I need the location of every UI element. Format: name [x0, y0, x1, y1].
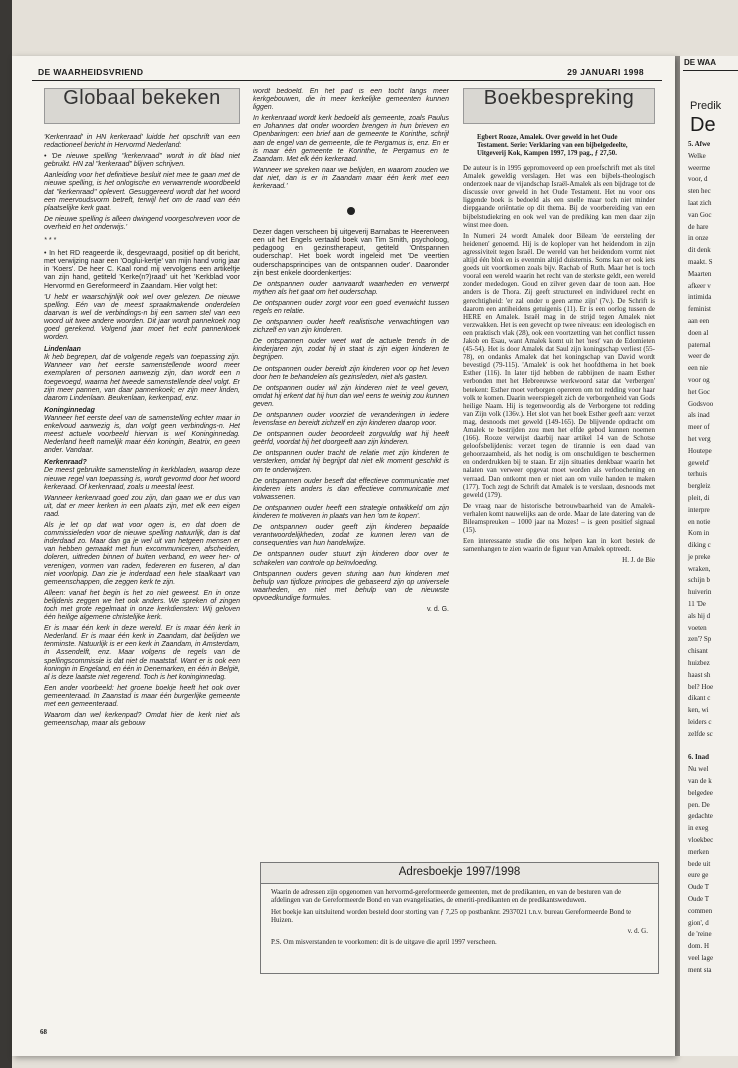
next-page-line	[688, 742, 738, 754]
globaal-p4: • In het RD reageerde ik, desgevraagd, positief op dit bericht, met verwijzing naar een 'Ooglui-kertje' van mijn hand vorig jaar in 'Koers'. De heer C. Kaal rond mij vervolgens een artikeltje van zijn hand, getiteld 'Kerke(n?)raad' uit het 'Kerkblad voor Hervormd en Gereformeerd' in Zaandam. Hier volgt het:	[44, 250, 240, 290]
next-page-line: voor, d	[688, 175, 708, 184]
principle-10: De ontspannen ouder beseft dat effectieve communicatie met kinderen iets anders is dan effectieve communicatie met volwassenen.	[253, 477, 449, 501]
principle-8: De ontspannen ouder beoordeelt zorgvuldig wat hij heeft geërfd, voordat hij het doorgeeft aan zijn kinderen.	[253, 431, 449, 447]
globaal-p6: Ik heb begrepen, dat de volgende regels van toepassing zijn. Wanneer van het eerste samenstellende woord meer exemplaren of personen aanwezig zijn, dan wordt een n toegevoegd, waarna het tweede samenstellende deel volgt. Er zijn meer pannen, van daar pannenkoek; er zijn meer linden, daarom Lindenlaan. Beukenlaan, kerkenpad, enz.	[44, 354, 240, 402]
globaal-intro: 'Kerkenraad' in HN kerkeraad' luidde het opschrift van een redactioneel bericht in Hervormd Nederland:	[44, 134, 240, 150]
next-page-line: feminist	[688, 305, 711, 314]
next-page-line: leiders c	[688, 718, 712, 727]
globaal-p9: Wanneer kerkenraad goed zou zijn, dan gaan we er dus van uit, dat er meer kerken in een plaats zijn, met elk een eigen raad.	[44, 494, 240, 518]
adres-title: Adresboekje 1997/1998	[398, 866, 521, 878]
boek-p2: In Numeri 24 wordt Amalek door Bileam 'de eersteling der heidenen' genoemd. Hij is de koploper van het heidendom in zijn agressiviteit tegen Israël. De wereld van het heidendom vormt niet altijd één blok en is evenmin altijd duisternis. Soms kan er ook iets goeds uit voortkomen zoals bijv. Rachab of Ruth. Maar het is toch vooral een wereld waarin het recht van de sterkste geldt, een wereld zonder mededogen. Goud en zilver geven daar de toon aan. Hoe anders is de Thora. Zij geeft structureel en individueel recht en gerechtigheid: 'er zal onder u geen arme zijn' (7v.). De Schrift is daarom een antiheidens getuigenis (11). Er is een oorlog tussen de HERE en Amalek. Israël mag in de strijd tegen Amalek niet verzwakken. Het is een gevecht op twee niveaus: een ideologisch en een praktisch vlak (28), ook een voortzetting van het conflict tussen Jakob en Esau, want Amalek komt uit het 'nest' van de Edomieten (45-54). Het is door Amalek dat Saul zijn koningschap verliest (55-78), en ondanks Amalek dat het koningschap van David wordt bevestigd (79-115). 'Amalek' is ook het hoofdthema in het boek Esther (116). In later tijd hebben de rabbijnen de naam Esther verbonden met het Hebreeuwse werkwoord satar dat 'verbergen' betekent: Esther moet verborgen opereren om tot redding voor haar volk te komen. Daarin weerspiegelt zich de verborgenheid van Gods heilige Naam. Hij is tegenwoordig als de Verborgene tot redding van Zijn volk (136v.). Het slot van het boek Esther geeft aan: verzet mag, desnoods met geweld (149-165). De blijvende opdracht om Amalek te bestrijden zou men het elfde gebod kunnen noemen (166). Rooze verwijst daarbij naar artikel 14 van de Schotse geloofsbelijdenis: verzet tegen de tirannie is een daad van gehoorzaamheid, als het nodig is om onschuldigen te beschermen en onderdrukken bij te staan. Er zijn situaties denkbaar waarin het nalaten van verweer opgevat moet worden als verloochening en verraad. Dan ontkomt men er niet aan om vuile handen te maken (177). Toch zegt de Schrift dat Amalek is te verslaan, desnoods met geweld (179).	[463, 231, 655, 499]
next-page-line: een nie	[688, 364, 709, 373]
next-page-line: bel? Hoe	[688, 682, 714, 691]
book-info: Egbert Rooze, Amalek. Over geweld in het Oude Testament. Serie: Verklaring van een bijbelgedeelte, Uitgeverij Kok, Kampen 1997, 179 pag., ƒ 27,50.	[477, 134, 628, 157]
next-page-line: in onze	[688, 234, 709, 243]
globaal-p8: De meest gebruikte samenstelling in kerkbladen, waarop deze nieuwe regel van toepassing is, wordt gevormd door het woord kerkeraad. Of kerkenraad, zoals u meestal leest.	[44, 467, 240, 491]
adres-p1: Waarin de adressen zijn opgenomen van hervormd-gereformeerde gemeenten, met de predikanten, en van de besturen van de afdelingen van de Gereformeerde Bond en van evangelisaties, de emeriti-predikanten en de predikantsweduwen.	[271, 888, 622, 905]
principle-9: De ontspannen ouder tracht de relatie met zijn kinderen te versterken, omdat hij begrijpt dat niet elk moment geschikt is om te onderwijzen.	[253, 450, 449, 474]
next-page-line: Kom in	[688, 529, 710, 538]
principle-5: De ontspannen ouder bereidt zijn kinderen voor op het leven door hen te behandelen als gezinsleden, niet als gasten.	[253, 365, 449, 381]
boek-p4: Een interessante studie die ons helpen kan in kort bestek de samenhangen te zien waarin de figuur van Amalek optreedt.	[463, 537, 655, 554]
next-page-line: bergleiz	[688, 482, 711, 491]
boek-title-box	[463, 88, 655, 124]
globaal-p12: Er is maar één kerk in deze wereld. Er is maar één kerk in Nederland. Er is maar één kerk in Zaandam, dat belijden we tenminste. Natuurlijk is er een kerk in Zaandam, in Amsterdam, in Assendelft, enz. Maar volgens de regels van de spellingscommissie is dat niet de maatstaf. Want er is ook een koningin in Engeland, en één in Denemarken, en één in België, al is deze laatste niet regerend. Toch is het koninginnedag.	[44, 625, 240, 681]
page-number: 68	[40, 1028, 47, 1036]
next-page-line: het Goc	[688, 387, 710, 396]
boek-signature: H. J. de Bie	[622, 556, 655, 565]
next-page-line: laat zich	[688, 198, 712, 207]
subheading-lindenlaan: Lindenlaan	[44, 346, 81, 354]
globaal-column-1	[44, 88, 240, 1048]
next-page-line: Godsvoo	[688, 399, 714, 408]
next-page-line: dom. H	[688, 942, 709, 951]
subheading-kerkenraad: Kerkenraad?	[44, 459, 87, 467]
next-page-line: 6. Inad	[688, 753, 710, 762]
boek-title: Boekbespreking	[483, 88, 635, 109]
next-page-line: 11 'De	[688, 600, 706, 609]
next-page-line: gedachte	[688, 812, 713, 821]
section-stars: * * *	[44, 237, 57, 245]
next-page-line: huizbez	[688, 659, 710, 668]
next-page-line: het verg	[688, 434, 711, 443]
next-page-line: intimida	[688, 293, 712, 302]
next-page-line: voor og	[688, 375, 710, 384]
next-page-line: dit denk	[688, 246, 711, 255]
principle-3: De ontspannen ouder heeft realistische verwachtingen van zichzelf en van zijn kinderen.	[253, 319, 449, 335]
next-page-line: dikant c	[688, 694, 711, 703]
next-page-line: geweld'	[688, 458, 710, 467]
next-page-line: sten hec	[688, 187, 711, 196]
principle-7: De ontspannen ouder voorziet de veranderingen in iedere levensfase en bereidt zichzelf en zijn kinderen daarop voor.	[253, 412, 449, 428]
globaal-p14: Waarom dan wel kerkenpad? Omdat hier de kerk niet als gemeenschap, maar als gebouw	[44, 712, 240, 728]
next-page-line: haast sh	[688, 670, 711, 679]
next-page-line: veel lage	[688, 953, 714, 962]
globaal-p13: Een ander voorbeeld: het groene boekje heeft het ook over gemeenteraad. In Zaanstad is maar één burgerlijke gemeente met een gemeenteraad.	[44, 684, 240, 708]
next-page-edge	[680, 56, 738, 1056]
next-page-line: Oude T	[688, 883, 710, 892]
adres-title-bar	[261, 863, 658, 884]
globaal-p10: Als je let op dat wat voor ogen is, en dat doen de commissieleden voor de nieuwe spelling natuurlijk, dan is dat inderdaad zo. Maar dan ga je wel uit van hetgeen mensen er van hebben gemaakt met hun excommuniceren, afscheiden, doleren, uittreden binnen of buiten verband, en weer her- of verenigen, vormen van raden, federeren en fuseren, al dan niet voorlopig. Dan zie je inderdaad een hele staalkaart van gemeenschappen, die zeggen kerk te zijn.	[44, 522, 240, 586]
issue-date: 29 JANUARI 1998	[567, 67, 644, 77]
next-page-line: commen	[688, 906, 713, 915]
adres-signature: v. d. G.	[627, 927, 648, 936]
next-page-line: Nu wel	[688, 765, 709, 774]
next-page-line: de hare	[688, 222, 709, 231]
next-page-line: van de k	[688, 777, 712, 786]
publication-title: DE WAARHEIDSVRIEND	[38, 67, 144, 77]
globaal-column-2	[253, 88, 449, 863]
boekbespreking-column	[463, 88, 655, 848]
next-page-line: en notie	[688, 517, 711, 526]
globaal-p16: In kerkenraad wordt kerk bedoeld als gemeente, zoals Paulus en Johannes dat onder woorden brengen in hun brieven en Openbaringen: een brief aan de gemeente te Korinthe, schrijf aan de engel van de gemeente, die te Pergamus is, enz. En er is maar één gemeente te Korinthe, te Pergamus en te Zaandam. Met elk één kerkeraad.	[253, 115, 449, 163]
adres-body	[261, 884, 658, 954]
next-page-line: pleit, di	[688, 493, 710, 502]
next-page-line: schijn b	[688, 576, 710, 585]
next-page-line: 5. Afwe	[688, 140, 711, 148]
globaal-p15: wordt bedoeld. En het pad is een tocht langs meer kerkgebouwen, die in meer kerkelijke gemeenten kunnen liggen.	[253, 88, 449, 112]
next-page-line: de 'reine	[688, 930, 712, 939]
next-page-line: vloekbec	[688, 836, 714, 845]
next-page-line: aan een	[688, 316, 710, 325]
next-page-line: doen al	[688, 328, 709, 337]
next-page-line: Houtepe	[688, 446, 712, 455]
globaal-title: Globaal bekeken	[63, 88, 221, 109]
next-page-line: wraken,	[688, 564, 711, 573]
next-page-line: zelfde sc	[688, 729, 713, 738]
boek-p3: De vraag naar de historische betrouwbaarheid van de Amalek-verhalen komt nauwelijks aan de orde. Maar de late datering van de Bileamspreuken – 1000 jaar na Mozes! – is geen positief signaal (15).	[463, 501, 655, 535]
principle-14: Ontspannen ouders geven sturing aan hun kinderen met behulp van tijdloze principes die gebaseerd zijn op universele waarheden, en niet met behulp van de nieuwste opvoedkundige formules.	[253, 570, 449, 602]
next-page-line: belgedee	[688, 788, 713, 797]
next-page-line: chisant	[688, 647, 708, 656]
next-page-header: DE WAA	[684, 58, 716, 67]
next-page-line: interpre	[688, 505, 710, 514]
section-bullet	[347, 207, 355, 215]
next-page-line: zen'? Sp	[688, 635, 712, 644]
globaal-p17: Wanneer we spreken naar we belijden, en waarom zouden we dat niet, dan is er in Zaandam maar één kerk met een kerkeraad.'	[253, 166, 449, 191]
next-page-line: terhuis	[688, 470, 708, 479]
magazine-page	[12, 56, 675, 1056]
globaal-p7: Wanneer het eerste deel van de samenstelling echter maar in enkelvoud aanwezig is, dan volgt geen verbindings-n. Het meest actuele voorbeeld hiervan is wel Koninginnedag. Nederland heeft namelijk maar één koningin, Beatrix, en geen ander. Vandaar.	[44, 414, 240, 455]
globaal-p2: Aanleiding voor het definitieve besluit niet mee te gaan met de nieuwe spelling, is het onlogische en verwarrende woordbeeld dat "kerkenraad" oplevert. Gesuggereerd wordt dat het woord een meervoudsvorm betreft, terwijl het om de raad van één plaatselijke kerk gaat.	[44, 172, 240, 212]
next-page-kicker: Predik	[690, 100, 722, 112]
next-page-line: bede uit	[688, 859, 711, 868]
principle-13: De ontspannen ouder stuurt zijn kinderen door over te schakelen van controle op beïnvloeding.	[253, 551, 449, 567]
scan-edge	[0, 0, 12, 1068]
next-page-line: Oude T	[688, 895, 710, 903]
next-page-line: in exeg	[688, 824, 709, 833]
next-page-line: voeten	[688, 623, 707, 632]
next-header-rule	[683, 70, 738, 71]
next-page-title: De	[690, 114, 716, 136]
next-page-line: gion', d	[688, 918, 709, 927]
next-page-line: als inad	[688, 411, 710, 420]
globaal-p5: 'U hebt er waarschijnlijk ook wel over gelezen. De nieuwe spelling. Eén van de meest spraakmakende onderdelen daarvan is wel de verbindings-n bij een samen stel van een woord uit twee andere woorden. Dit jaar wordt pannekoek nog goed gerekend. Volgend jaar moet het echt pannenkoek worden.	[44, 293, 240, 342]
principle-6: De ontspannen ouder wil zijn kinderen niet te veel geven, omdat hij erkent dat hij hun dan wel eens te weinig zou kunnen geven.	[253, 384, 449, 408]
next-page-line: van Goc	[688, 210, 712, 219]
globaal-p1: • 'De nieuwe spelling "kerkenraad" wordt in dit blad niet gebruikt. HN zal "kerkeraad" blijven schrijven.	[44, 153, 240, 169]
next-page-line: weerme	[688, 163, 711, 172]
next-page-line: ment sta	[688, 965, 712, 974]
next-page-line: merken	[688, 847, 709, 856]
adres-p2: Het boekje kan uitsluitend worden besteld door storting van ƒ 7,25 op postbanknr. 2937021 t.n.v. bureau Gereformeerde Bond te Huizen.	[271, 907, 632, 924]
next-page-line: meer of	[688, 423, 710, 432]
page-header	[32, 64, 662, 81]
subheading-koninginnedag: Koninginnedag	[44, 406, 95, 414]
next-page-line: paternal	[688, 340, 711, 349]
principle-12: De ontspannen ouder geeft zijn kinderen bepaalde verantwoordelijkheden, zodat ze kunnen leren van de consequenties van hun handelwijze.	[253, 524, 449, 548]
next-page-line: weer de	[688, 352, 710, 361]
boek-p1: De auteur is in 1995 gepromoveerd op een proefschrift met als titel Amalek geweldig verslagen. Het was een bijbels-theologisch onderzoek naar de vijandschap Israël-Amalek als een bijdrage tot de discussie over geweld in het Oude Testament. Het nu voor ons liggende boek is bedoeld als een snelle maar toch niet minder diepgaande oriëntatie op dit thema. Bij de voorbereiding van een bijbelstudiekring en ook wel van de prediking kan men daar zijn winst mee doen.	[463, 164, 655, 229]
next-page-line: Welke	[688, 151, 706, 160]
globaal-p11: Alleen: vanaf het begin is het zo niet geweest. En in onze belijdenis zeggen we het ook anders. We spreken of zingen toch met grote regelmaat in onze kerkdiensten: Wij geloven één heilige algemene christelijke kerk.	[44, 589, 240, 622]
next-page-line: pen. De	[688, 800, 710, 809]
globaal-p3: De nieuwe spelling is alleen dwingend voorgeschreven voor de overheid en het onderwijs.'	[44, 215, 240, 231]
next-page-line: eure ge	[688, 871, 709, 880]
adresboekje-box	[260, 862, 659, 974]
principle-11: De ontspannen ouder heeft een strategie ontwikkeld om zijn kinderen te motiveren in plaats van hen 'om te kopen'.	[253, 504, 449, 521]
principle-2: De ontspannen ouder zorgt voor een goed evenwicht tussen regels en relatie.	[253, 299, 449, 315]
next-page-line: afkeer v	[688, 281, 711, 290]
globaal-title-box	[44, 88, 240, 124]
next-page-line: je preke	[688, 552, 711, 561]
globaal-p18: Dezer dagen verscheen bij uitgeverij Barnabas te Heerenveen een uit het Engels vertaald boek van Tim Smith, psycholoog, pedagoog en gezinstherapeut, getiteld 'Ontspannen ouderschap'. Het boek wordt ingeleid met 'De veertien ouderschapsprincipes van de ontspannen ouder'. Daaronder zijn best enkele doordenkertjes:	[253, 229, 449, 277]
next-page-line: diking c	[688, 541, 711, 550]
next-page-line: huiverin	[688, 588, 712, 597]
next-page-line: Maarten	[688, 269, 712, 278]
next-page-line: maakt. S	[688, 257, 713, 266]
globaal-signature: v. d. G.	[426, 605, 449, 613]
principle-1: De ontspannen ouder aanvaardt waarheden en verwerpt mythen als het gaat om het ouderschap.	[253, 280, 449, 296]
next-page-line: ken, wi	[688, 706, 709, 715]
next-page-line: als hij d	[688, 611, 711, 620]
principle-4: De ontspannen ouder weet wat de actuele trends in de kinderjaren zijn, zodat hij in staat is zijn eigen kinderen te begrijpen.	[253, 338, 449, 362]
next-page-column	[688, 140, 738, 978]
adres-ps: P.S. Om misverstanden te voorkomen: dit is de uitgave die april 1997 verscheen.	[271, 938, 497, 947]
